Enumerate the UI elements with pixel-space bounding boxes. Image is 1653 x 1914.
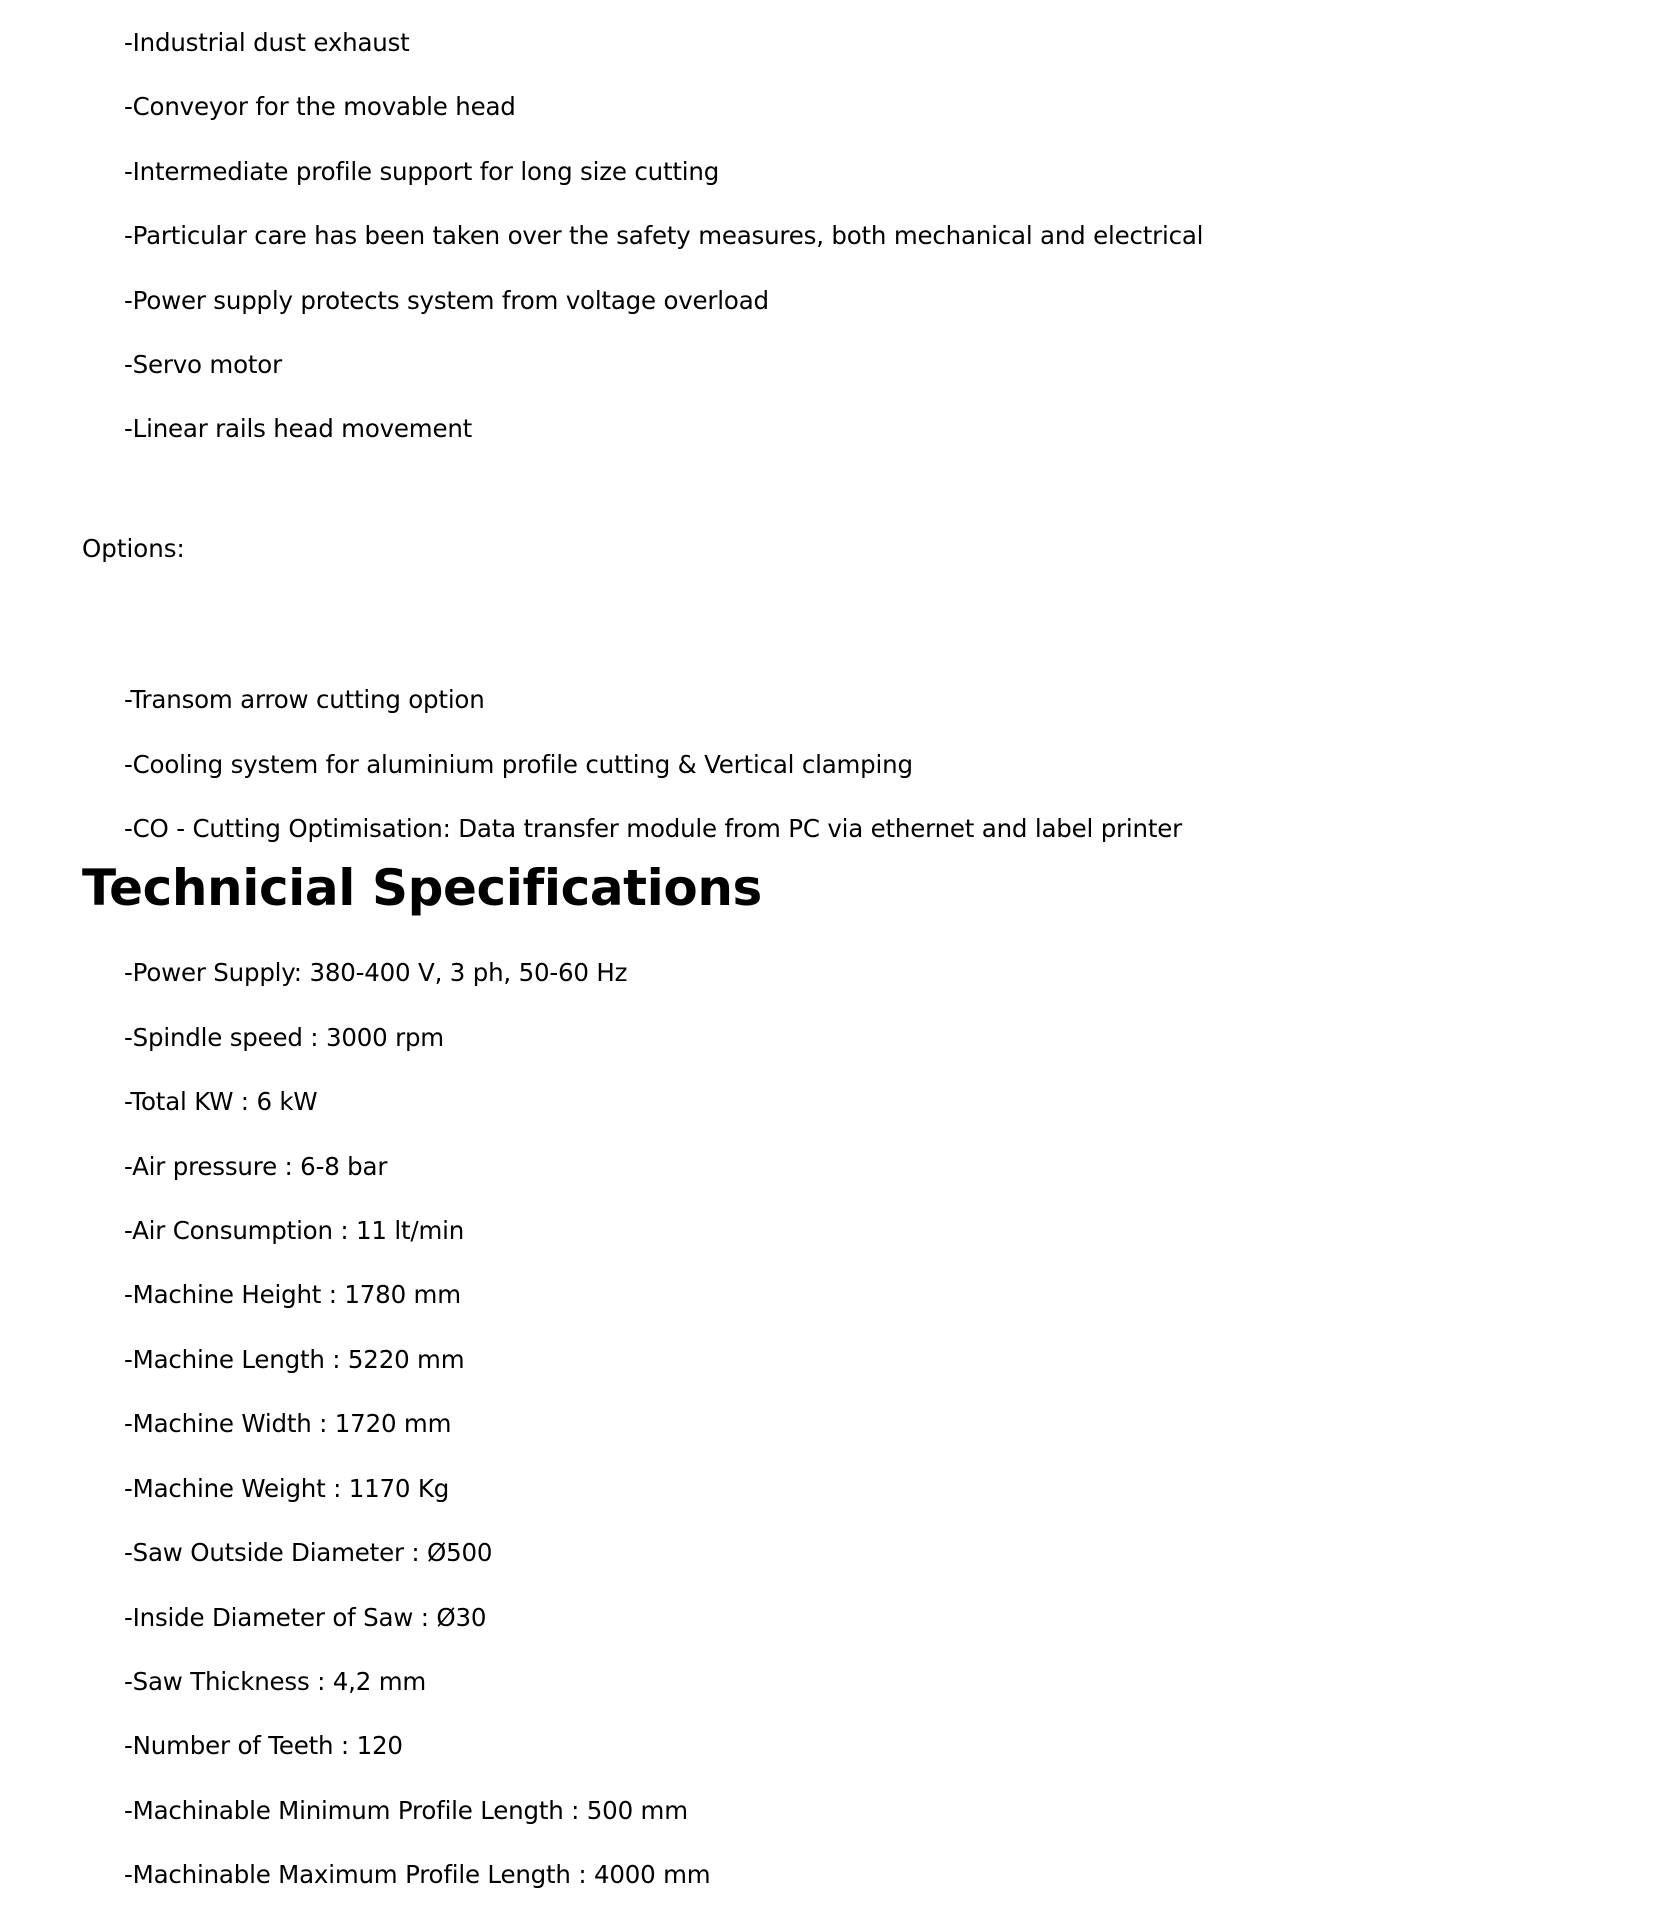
spec-item-air-consumption: -Air Consumption : 11 lt/min (124, 1216, 465, 1245)
spec-item-machine-width: -Machine Width : 1720 mm (124, 1409, 452, 1438)
spec-item-machine-height: -Machine Height : 1780 mm (124, 1280, 461, 1309)
feature-item-safety: -Particular care has been taken over the safety measures, both mechanical and electrical (124, 221, 1204, 250)
feature-item-linear-rails: -Linear rails head movement (124, 414, 473, 443)
spec-item-number-of-teeth: -Number of Teeth : 120 (124, 1731, 403, 1760)
feature-item-conveyor: -Conveyor for the movable head (124, 92, 516, 121)
spec-item-total-kw: -Total KW : 6 kW (124, 1087, 318, 1116)
spec-item-machine-weight: -Machine Weight : 1170 Kg (124, 1474, 450, 1503)
option-item-transom-arrow: -Transom arrow cutting option (124, 685, 485, 714)
spec-item-air-pressure: -Air pressure : 6-8 bar (124, 1152, 388, 1181)
spec-item-saw-inside-diameter: -Inside Diameter of Saw : Ø30 (124, 1603, 487, 1632)
options-label: Options: (82, 534, 185, 563)
spec-item-saw-outside-diameter: -Saw Outside Diameter : Ø500 (124, 1538, 493, 1567)
spec-item-max-profile-length: -Machinable Maximum Profile Length : 4000 mm (124, 1860, 711, 1889)
feature-item-dust-exhaust: -Industrial dust exhaust (124, 28, 410, 57)
specs-heading: Technicial Specifications (82, 859, 762, 917)
feature-item-power-supply: -Power supply protects system from voltage overload (124, 286, 769, 315)
spec-item-machine-length: -Machine Length : 5220 mm (124, 1345, 465, 1374)
spec-item-saw-thickness: -Saw Thickness : 4,2 mm (124, 1667, 427, 1696)
spec-item-min-profile-length: -Machinable Minimum Profile Length : 500 mm (124, 1796, 688, 1825)
spec-item-spindle-speed: -Spindle speed : 3000 rpm (124, 1023, 444, 1052)
option-item-cooling-system: -Cooling system for aluminium profile cutting & Vertical clamping (124, 750, 913, 779)
option-item-cutting-optimisation: -CO - Cutting Optimisation: Data transfer module from PC via ethernet and label printer (124, 814, 1183, 843)
feature-item-profile-support: -Intermediate profile support for long size cutting (124, 157, 720, 186)
spec-item-power-supply: -Power Supply: 380-400 V, 3 ph, 50-60 Hz (124, 958, 628, 987)
feature-item-servo-motor: -Servo motor (124, 350, 282, 379)
